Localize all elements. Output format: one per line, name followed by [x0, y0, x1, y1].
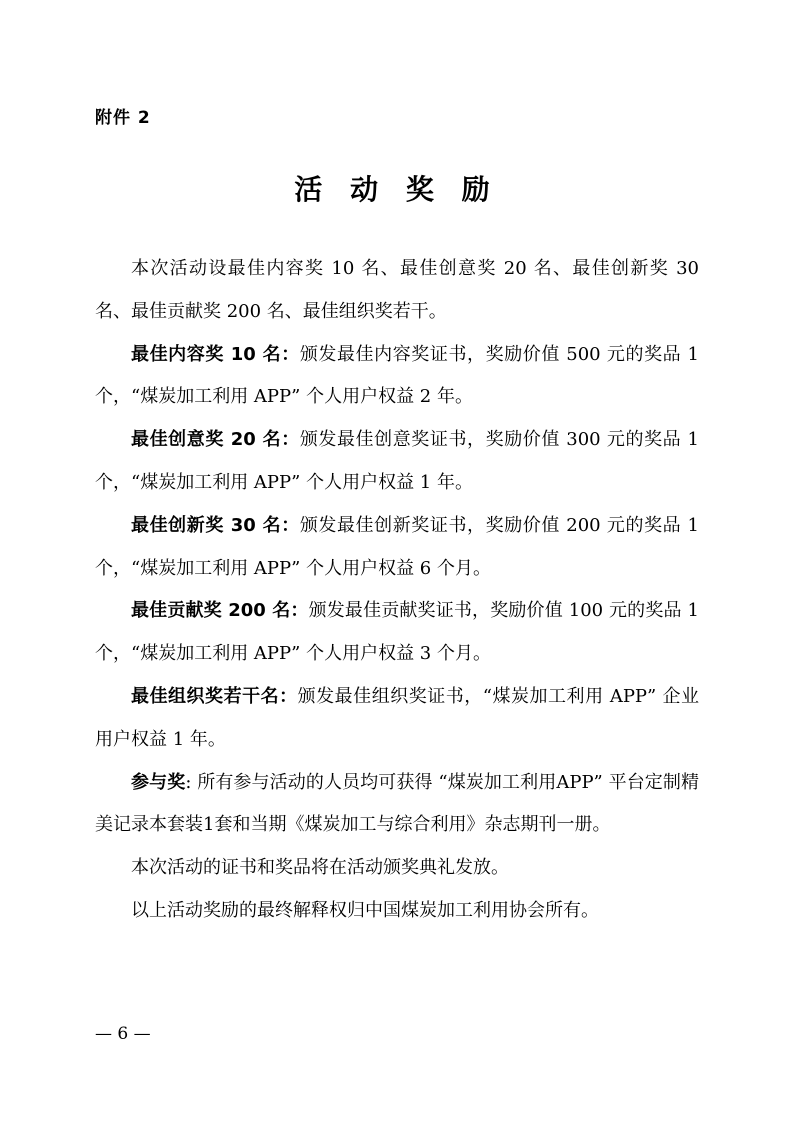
award-paragraph-best-organization	[95, 676, 699, 762]
award-label-best-organization: 最佳组织奖若干名：	[131, 685, 298, 707]
document-body	[95, 248, 699, 933]
award-text-best-contribution: 颁发最佳贡献奖证书，奖励价值 100 元的奖品 1 个，“煤炭加工利用 APP” 个人用户权益 3 个月。	[95, 600, 699, 665]
ceremony-text: 本次活动的证书和奖品将在活动颁奖典礼发放。	[131, 857, 509, 879]
award-label-best-idea: 最佳创意奖 20 名：	[131, 429, 300, 451]
award-text-best-content: 颁发最佳内容奖证书，奖励价值 500 元的奖品 1 个，“煤炭加工利用 APP” 个人用户权益 2 年。	[95, 343, 699, 408]
interpretation-paragraph	[95, 890, 699, 933]
interpretation-text: 以上活动奖励的最终解释权归中国煤炭加工利用协会所有。	[131, 899, 599, 921]
award-paragraph-best-contribution	[95, 590, 699, 676]
intro-text: 本次活动设最佳内容奖 10 名、最佳创意奖 20 名、最佳创新奖 30 名、最佳贡献奖 200 名、最佳组织奖若干。	[95, 258, 699, 322]
award-text-participation: : 所有参与活动的人员均可获得 “煤炭加工利用APP” 平台定制精美记录本套装1套和当期《煤炭加工与综合利用》杂志期刊一册。	[95, 771, 700, 836]
award-text-best-innovation: 颁发最佳创新奖证书，奖励价值 200 元的奖品 1 个，“煤炭加工利用 APP” 个人用户权益 6 个月。	[95, 514, 699, 579]
page-number: — 6 —	[95, 1024, 151, 1044]
award-label-participation: 参与奖	[131, 771, 186, 793]
award-paragraph-best-content	[95, 334, 699, 420]
award-label-best-content: 最佳内容奖 10 名：	[131, 343, 300, 365]
award-paragraph-best-innovation	[95, 505, 699, 591]
ceremony-paragraph	[95, 847, 699, 890]
award-label-best-innovation: 最佳创新奖 30 名：	[131, 514, 300, 536]
award-text-best-organization: 颁发最佳组织奖证书，“煤炭加工利用 APP” 企业用户权益 1 年。	[95, 685, 699, 750]
attachment-label: 附件 2	[95, 108, 151, 128]
award-text-best-idea: 颁发最佳创意奖证书，奖励价值 300 元的奖品 1 个，“煤炭加工利用 APP” 个人用户权益 1 年。	[95, 429, 699, 493]
award-label-best-contribution: 最佳贡献奖 200 名：	[131, 600, 309, 622]
award-paragraph-participation	[95, 762, 699, 848]
award-paragraph-best-idea	[95, 419, 699, 505]
intro-paragraph	[95, 248, 699, 334]
page-title: 活 动 奖 励	[294, 173, 499, 206]
